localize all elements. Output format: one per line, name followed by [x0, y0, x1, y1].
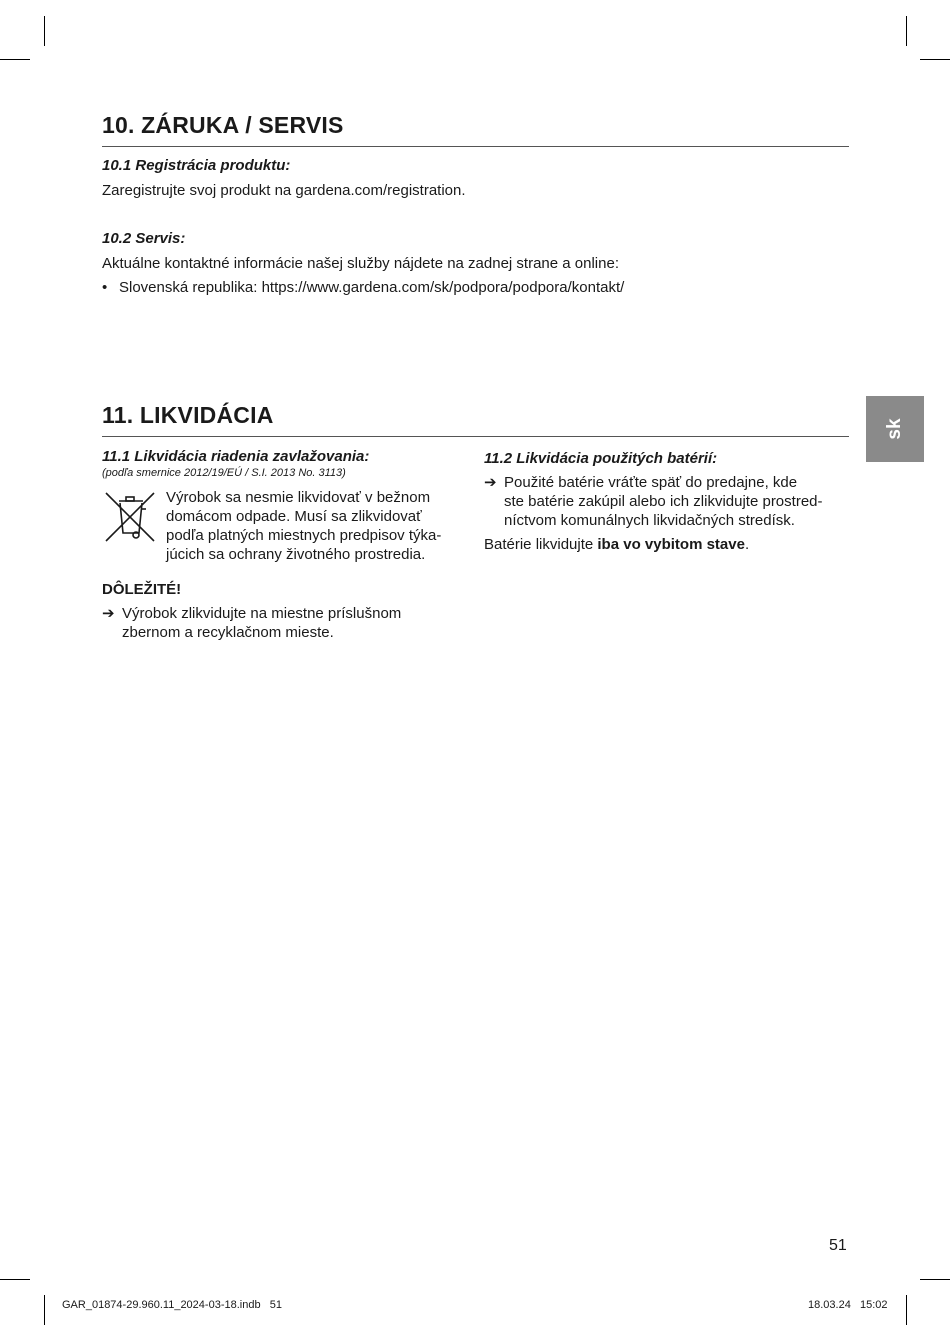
- battery-note: [484, 535, 749, 554]
- instruction-line: ste batérie zakúpil alebo ich zlikvidujte prostred-: [504, 493, 823, 510]
- battery-note-suffix: .: [744, 536, 750, 553]
- instruction-line: níctvom komunálnych likvidačných stredísk.: [504, 512, 795, 529]
- collection-point-instruction: [102, 604, 462, 642]
- service-text: Aktuálne kontaktné informácie našej služby nájdete na zadnej strane a online:: [102, 255, 619, 272]
- disposal-line: Výrobok sa nesmie likvidovať v bežnom: [166, 489, 431, 506]
- battery-note-prefix: Batérie likvidujte: [484, 536, 598, 553]
- crop-mark: [44, 1295, 45, 1325]
- arrow-icon: ➔: [102, 605, 115, 622]
- arrow-icon: ➔: [484, 474, 497, 491]
- language-tab-label: sk: [884, 418, 905, 440]
- service-bullet-link: Slovenská republika: https://www.gardena.com/sk/podpora/podpora/kontakt/: [119, 279, 625, 296]
- footer-file-info: GAR_01874-29.960.11_2024-03-18.indb 51: [62, 1299, 282, 1311]
- service-subheading: 10.2 Servis:: [102, 230, 186, 247]
- crop-mark: [0, 1279, 30, 1280]
- crossed-out-bin-icon: [102, 489, 158, 545]
- disposal-line: júcich sa ochrany životného prostredia.: [166, 546, 426, 563]
- registration-subheading: 10.1 Registrácia produktu:: [102, 157, 291, 174]
- instruction-line: Použité batérie vráťte späť do predajne, kde: [504, 474, 798, 491]
- crop-mark: [44, 16, 45, 46]
- bullet-marker: •: [102, 279, 108, 296]
- battery-note-emphasis: iba vo vybitom stave: [597, 536, 745, 553]
- crop-mark: [906, 1295, 907, 1325]
- language-tab: [866, 396, 924, 462]
- important-label: DÔLEŽITÉ!: [102, 581, 182, 598]
- disposal-text: [166, 488, 456, 564]
- disposal-line: podľa platných miestnych predpisov týka-: [166, 527, 442, 544]
- directive-note: (podľa smernice 2012/19/EÚ / S.I. 2013 No. 3113): [102, 467, 346, 479]
- section-11-heading: 11. LIKVIDÁCIA: [102, 402, 849, 437]
- instruction-line: Výrobok zlikvidujte na miestne príslušnom: [122, 605, 402, 622]
- crop-mark: [920, 1279, 950, 1280]
- registration-text: Zaregistrujte svoj produkt na gardena.com/registration.: [102, 182, 466, 199]
- footer-date: 18.03.24 15:02: [808, 1299, 888, 1311]
- page-number: 51: [829, 1237, 847, 1254]
- battery-return-instruction: [484, 473, 874, 530]
- section-10-heading: 10. ZÁRUKA / SERVIS: [102, 112, 849, 147]
- crop-mark: [906, 16, 907, 46]
- battery-disposal-subheading: 11.2 Likvidácia použitých batérií:: [484, 450, 718, 467]
- disposal-line: domácom odpade. Musí sa zlikvidovať: [166, 508, 422, 525]
- crop-mark: [0, 59, 30, 60]
- disposal-control-subheading: 11.1 Likvidácia riadenia zavlažovania:: [102, 448, 370, 465]
- instruction-line: zbernom a recyklačnom mieste.: [122, 624, 334, 641]
- crop-mark: [920, 59, 950, 60]
